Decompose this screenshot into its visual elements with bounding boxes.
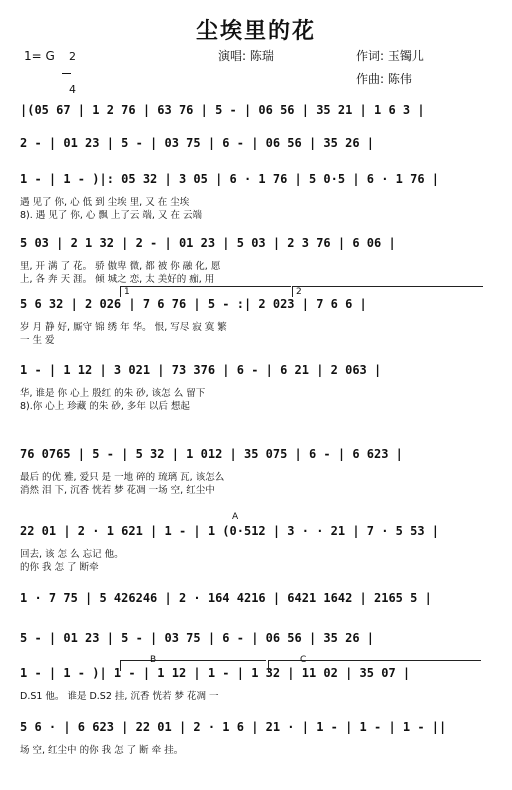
notation-line: 5 03 | 2 1 32 | 2 - | 01 23 | 5 03 | 2 3 76 | 6 06 | — [20, 236, 396, 250]
lyric-line: 遇 见了 你, 心 低 到 尘埃 里, 又 在 尘埃 — [20, 197, 190, 208]
volta-label-2: 2 — [296, 287, 302, 297]
lyric-line: 回去, 该 怎 么 忘记 他。 — [20, 549, 124, 560]
section-mark-c: C — [300, 655, 307, 665]
lyric-line: 华, 谁是 你 心上 殷红 的朱 砂, 该怎 么 留下 — [20, 388, 206, 399]
notation-line: 1 - | 1 - )| 1 - | 1 12 | 1 - | 1 32 | 11 02 | 35 07 | — [20, 666, 411, 680]
time-signature — [62, 42, 76, 95]
section-bracket-b — [120, 660, 266, 671]
notation-line: 1 - | 1 12 | 3 021 | 73 376 | 6 - | 6 21 | 2 063 | — [20, 363, 382, 377]
notation-line: 5 6 32 | 2 026 | 7 6 76 | 5 - :| 2 023 | 7 6 6 | — [20, 297, 367, 311]
lyric-line: 最后 的优 雅, 爱只 是 一地 碎的 琉璃 瓦, 该怎么 — [20, 472, 225, 483]
key-signature: 1= G — [24, 49, 55, 63]
lyric-line: 岁 月 静 好, 厮守 锦 绣 年 华。 恨, 写尽 寂 寞 繁 — [20, 322, 227, 333]
notation-line: 2 - | 01 23 | 5 - | 03 75 | 6 - | 06 56 | 35 26 | — [20, 136, 375, 150]
volta-label-1: 1 — [124, 287, 130, 297]
section-mark-a: A — [232, 512, 239, 522]
notation-line: 1 · 7 75 | 5 426246 | 2 · 164 4216 | 6421 1642 | 2165 5 | — [20, 591, 432, 605]
composer-credit: 作曲: 陈伟 — [356, 72, 412, 86]
song-title: 尘埃里的花 — [195, 18, 316, 44]
lyric-line: 8). 遇 见了 你, 心 飘 上了云 端, 又 在 云端 — [20, 210, 203, 221]
lyric-line: 8).你 心上 珍藏 的朱 砂, 多年 以后 想起 — [20, 401, 190, 412]
lyric-line: 里, 开 满 了 花。 骄 傲卑 微, 都 被 你 融 化, 愿 — [20, 261, 221, 272]
volta-bracket-1 — [120, 286, 291, 297]
notation-line: 5 6 · | 6 623 | 22 01 | 2 · 1 6 | 21 · | 1 - | 1 - | 1 - || — [20, 720, 447, 734]
volta-bracket-2 — [292, 286, 483, 297]
notation-line: 76 0765 | 5 - | 5 32 | 1 012 | 35 075 | 6 - | 6 623 | — [20, 447, 403, 461]
lyric-line: 上, 各 奔 天 涯。 倾 城之 恋, 太 美好的 痂, 用 — [20, 274, 215, 285]
section-mark-b: B — [150, 655, 157, 665]
notation-line: 22 01 | 2 · 1 621 | 1 - | 1 (0·512 | 3 · · 21 | 7 · 5 53 | — [20, 524, 440, 538]
lyric-line: 消然 泪 下, 沉香 恍若 梦 花凋 一场 空, 红尘中 — [20, 485, 215, 496]
time-bottom: 4 — [69, 83, 76, 96]
time-top: 2 — [69, 50, 76, 63]
lyric-line: D.S1 他。 谁是 D.S2 挂, 沉香 恍若 梦 花凋 一 — [20, 691, 219, 702]
notation-line: |(05 67 | 1 2 76 | 63 76 | 5 - | 06 56 | 35 21 | 1 6 3 | — [20, 103, 425, 117]
lyric-line: 场 空, 红尘中 的你 我 怎 了 断 牵 挂。 — [20, 745, 184, 756]
lyric-line: 的你 我 怎 了 断牵 — [20, 562, 99, 573]
lyric-line: 一 生 爱 — [20, 335, 55, 346]
singer-credit: 演唱: 陈瑞 — [218, 49, 274, 63]
notation-line: 5 - | 01 23 | 5 - | 03 75 | 6 - | 06 56 | 35 26 | — [20, 631, 375, 645]
lyricist-credit: 作词: 玉镯儿 — [356, 49, 424, 63]
notation-line: 1 - | 1 - )|: 05 32 | 3 05 | 6 · 1 76 | 5 0·5 | 6 · 1 76 | — [20, 172, 440, 186]
